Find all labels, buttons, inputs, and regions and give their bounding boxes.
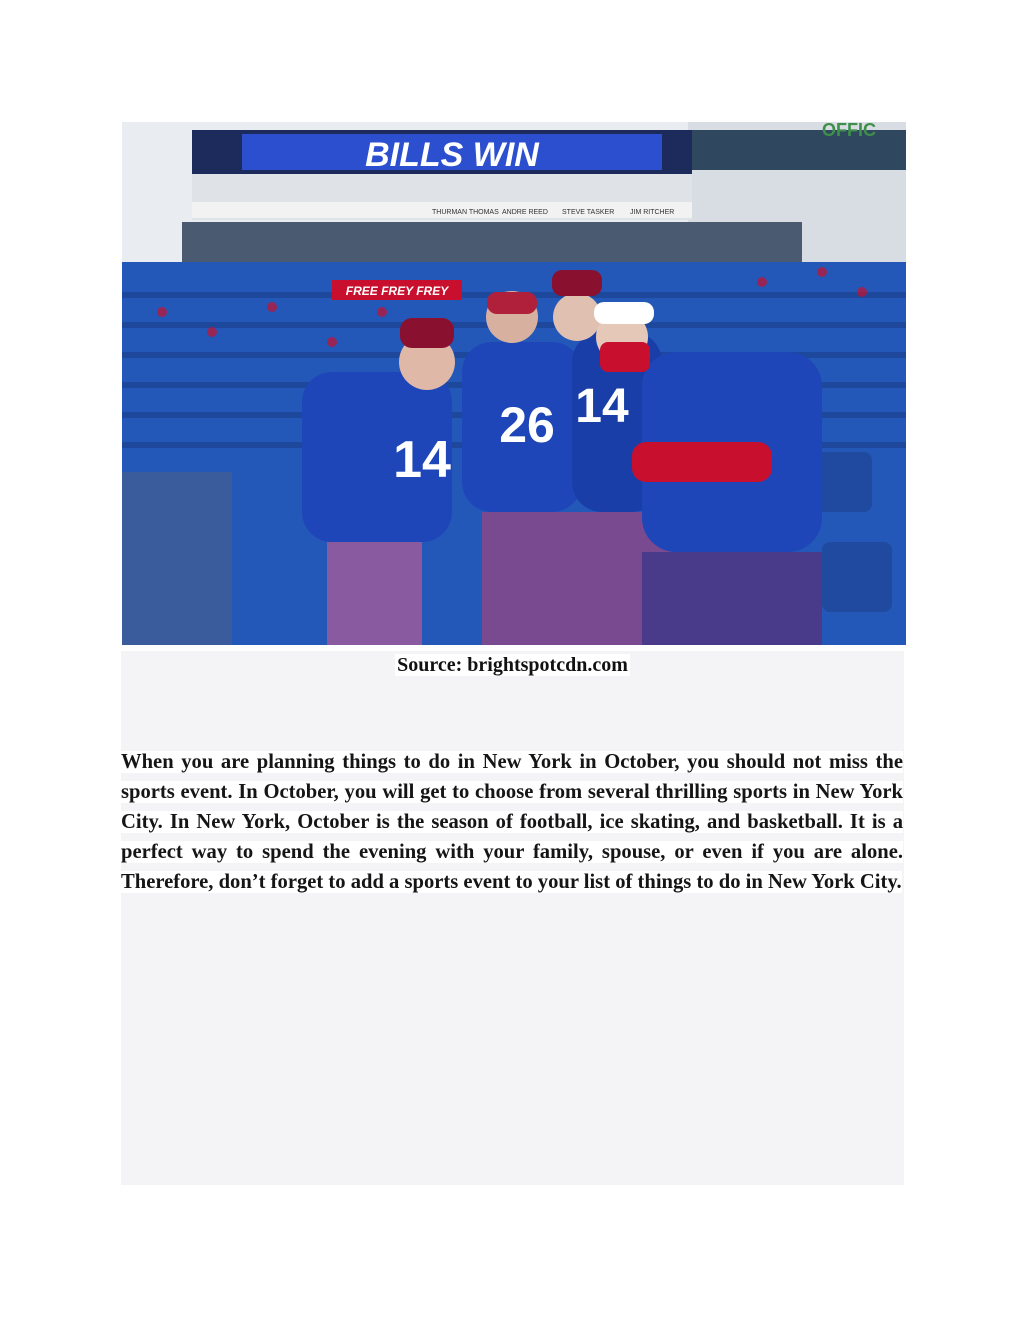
caption-text: Source: brightspotcdn.com (397, 654, 628, 676)
ring-name-1: THURMAN THOMAS (432, 209, 499, 216)
office-sign: OFFIC (822, 122, 876, 140)
jersey-number-2: 26 (499, 397, 555, 453)
content-panel (121, 651, 904, 1185)
image-source-caption (121, 654, 904, 677)
ring-name-4: JIM RITCHER (630, 209, 675, 216)
stadium-photo-illustration (122, 122, 906, 645)
banner-text: FREE FREY FREY (345, 284, 449, 298)
ring-name-2: ANDRE REED (502, 209, 548, 216)
scoreboard-text: BILLS WIN (365, 136, 539, 174)
article-paragraph (121, 747, 903, 897)
stadium-fans-photo (122, 122, 906, 645)
jersey-number-1: 14 (393, 431, 451, 489)
ring-name-3: STEVE TASKER (562, 209, 615, 216)
paragraph-text: When you are planning things to do in New York in October, you should not miss the sports event. In October, you will get to choose from several thrilling sports in New York City. In New York, October is the season of football, ice skating, and basketball. It is a perfect way to spend the evening with your family, spouse, or even if you are alone. Therefore, don’t forget to add a sports event to your list of things to do in New York City. (121, 751, 903, 893)
jersey-number-3: 14 (575, 380, 629, 433)
